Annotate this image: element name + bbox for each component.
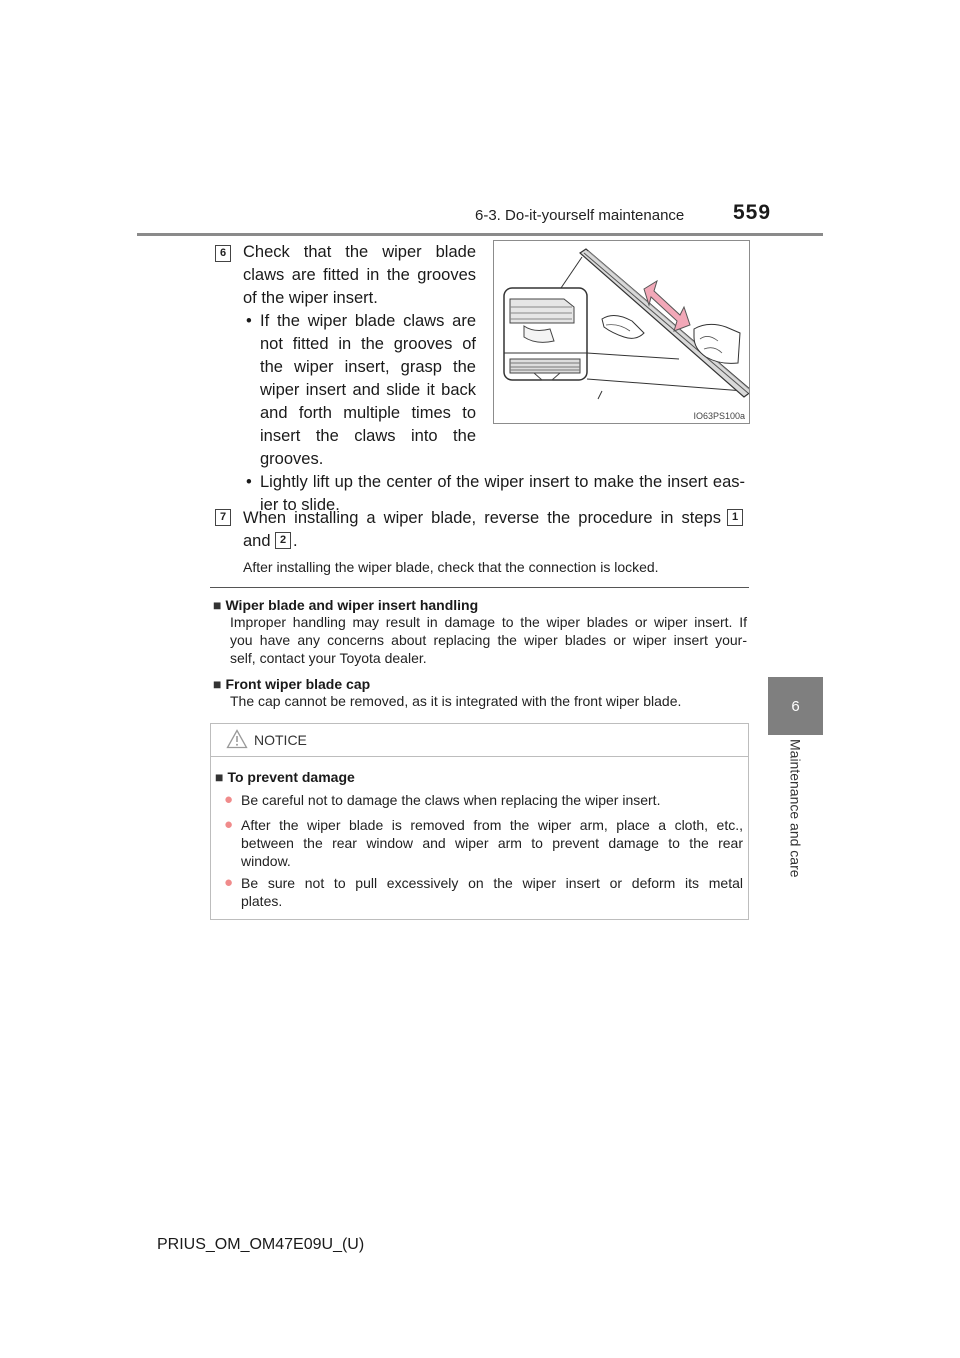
bullet1-line: and forth multiple times to [260,404,476,422]
step6-text [243,241,476,310]
square-bullet-icon: ■ [213,597,222,613]
note-title: Wiper blade and wiper insert handling [225,597,479,613]
footer-document-code: PRIUS_OM_OM47E09U_(U) [157,1236,365,1253]
step6-line: of the wiper insert. [243,289,378,307]
notes-divider [210,587,749,588]
step7-and: and [243,532,271,550]
step6-line: claws are fitted in the grooves [243,266,476,284]
wiper-blade-illustration [494,241,749,423]
bullet2-line: Lightly lift up the center of the wiper insert to make the insert eas- [260,473,745,491]
note-line: The cap cannot be removed, as it is integrated with the front wiper blade. [230,693,682,709]
notice-line: After the wiper blade is removed from the wiper arm, place a cloth, etc., [241,817,743,833]
step-ref-1: 1 [727,509,743,526]
note-body [230,613,747,667]
step6-line: Check that the wiper blade [243,243,476,261]
notice-item-1 [224,791,743,809]
note-heading [213,676,747,692]
notice-label: NOTICE [254,732,307,748]
notice-line: Be sure not to pull excessively on the wiper insert or deform its metal [241,875,743,891]
step6-bullet-1 [246,310,476,471]
bullet1-line: If the wiper blade claws are [260,312,476,330]
note-heading [213,597,747,613]
note-body [230,692,747,710]
step7-line-1: When installing a wiper blade, reverse the procedure in steps [243,509,721,527]
bullet1-line: wiper insert and slide it back [260,381,476,399]
note-line: self, contact your Toyota dealer. [230,650,427,666]
bullet-dot: • [246,312,252,330]
notice-item-3 [224,874,743,910]
notice-line: plates. [241,893,283,909]
chapter-tab [768,677,823,735]
step7-sub-note: After installing the wiper blade, check that the connection is locked. [243,559,659,575]
notice-header-rule [211,756,748,757]
figure-code: IO63PS100a [693,411,745,421]
bullet2-line: ier to slide. [260,496,340,514]
square-bullet-icon: ■ [213,676,222,692]
notice-line: between the rear window and wiper arm to prevent damage to the rear [241,835,743,851]
chapter-title [768,735,823,935]
page-number: 559 [733,201,772,224]
bullet1-line: insert the claws into the [260,427,476,445]
note-line: you have any concerns about replacing the wiper blades or wiper insert your- [230,632,747,648]
step-number-6: 6 [215,245,231,262]
note-line: Improper handling may result in damage to the wiper blades or wiper insert. If [230,614,747,630]
wiper-insert-figure [493,240,750,424]
chapter-title-text: Maintenance and care [787,739,804,878]
note-wiper-handling [213,597,747,667]
bullet1-line: grooves. [260,450,324,468]
circle-bullet-icon: ● [224,874,234,891]
square-bullet-icon: ■ [215,769,224,785]
notice-line: window. [241,853,291,869]
notice-line: Be careful not to damage the claws when replacing the wiper insert. [241,792,661,808]
chapter-number: 6 [791,697,800,715]
step-number-7: 7 [215,509,231,526]
notice-item-2 [224,816,743,870]
bullet-dot: • [246,473,252,491]
warning-triangle-icon [226,729,248,749]
header-rule [137,233,823,236]
step-ref-2: 2 [275,532,291,549]
section-title: 6-3. Do-it-yourself maintenance [475,207,685,224]
step7-text [243,507,721,530]
bullet1-line: not fitted in the grooves of [260,335,476,353]
note-wiper-cap [213,676,747,710]
note-title: Front wiper blade cap [225,676,371,692]
bullet1-line: the wiper insert, grasp the [260,358,476,376]
step7-period: . [293,532,298,550]
notice-heading [215,769,355,785]
circle-bullet-icon: ● [224,791,234,808]
circle-bullet-icon: ● [224,816,234,833]
notice-box [210,723,749,920]
notice-title: To prevent damage [227,769,355,785]
